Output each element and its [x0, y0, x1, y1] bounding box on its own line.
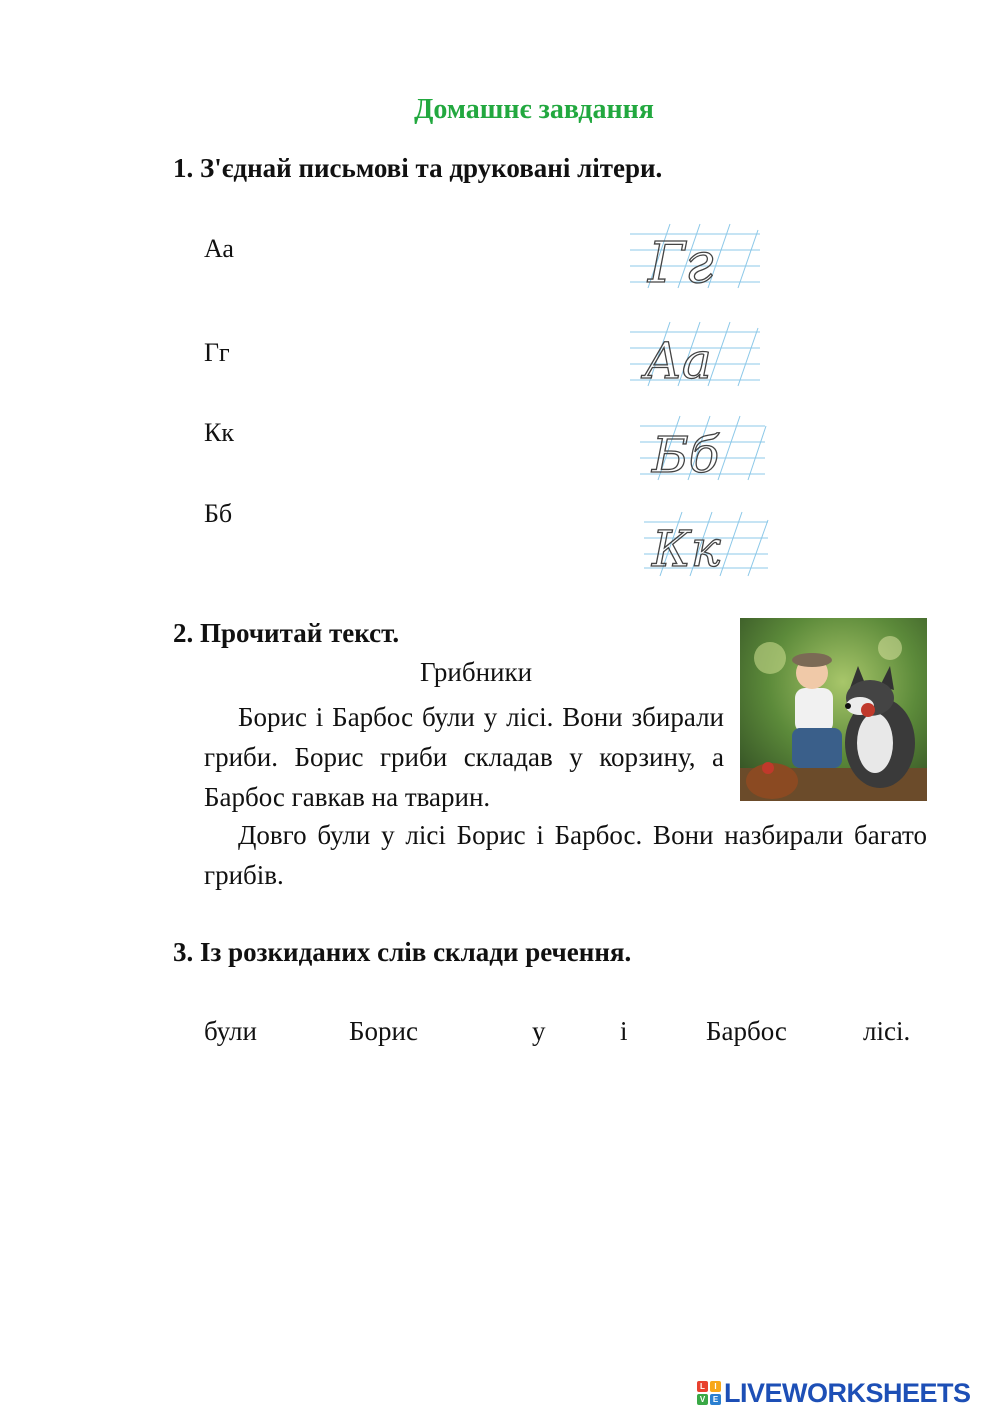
cursive-letter-card-4[interactable] [630, 508, 770, 580]
task-1-heading: 1. З'єднай письмові та друковані літери. [173, 153, 663, 183]
cursive-text-1: Гг [648, 231, 714, 292]
page-title: Домашнє завдання [414, 94, 654, 125]
logo-letter-v: V [697, 1394, 708, 1405]
logo-letter-e: E [710, 1394, 721, 1405]
cursive-text-4: Кк [652, 520, 721, 578]
cursive-text-2: Аа [644, 332, 712, 390]
cursive-text-3: Бб [652, 426, 720, 484]
word-1[interactable]: були [204, 1016, 257, 1046]
brand-name: LIVEWORKSHEETS [724, 1377, 971, 1408]
cursive-letter-card-3[interactable] [630, 412, 770, 484]
cursive-letter-card-1[interactable] [630, 220, 770, 292]
printed-letter-1[interactable]: Аа [204, 234, 234, 263]
printed-letter-3[interactable]: Кк [204, 418, 234, 447]
printed-letter-4[interactable]: Бб [204, 499, 233, 528]
task-2-heading: 2. Прочитай текст. [173, 618, 400, 648]
logo-letter-i: I [710, 1381, 721, 1392]
story-title: Грибники [420, 657, 533, 687]
printed-letter-2[interactable]: Гг [204, 338, 230, 367]
word-2[interactable]: Борис [349, 1016, 418, 1046]
logo-letter-l: L [697, 1381, 708, 1392]
story-paragraph-2: Довго були у лісі Борис і Барбос. Вони назбирали багато грибів. [204, 820, 927, 890]
logo-mark [697, 1381, 721, 1405]
word-4[interactable]: і [620, 1016, 628, 1046]
liveworksheets-logo [697, 1376, 997, 1410]
boy-with-dog-photo [740, 618, 927, 801]
task-3-heading: 3. Із розкиданих слів склади речення. [173, 937, 632, 967]
word-6[interactable]: лісі. [863, 1016, 911, 1046]
word-5[interactable]: Барбос [706, 1016, 787, 1046]
cursive-letter-card-2[interactable] [630, 318, 770, 390]
story-paragraph-1: Борис і Барбос були у лісі. Вони збирали гриби. Борис гриби складав у корзину, а Барбос гавкав на тварин. [204, 702, 724, 812]
scrambled-words [204, 1016, 916, 1047]
word-3[interactable]: у [532, 1016, 546, 1046]
